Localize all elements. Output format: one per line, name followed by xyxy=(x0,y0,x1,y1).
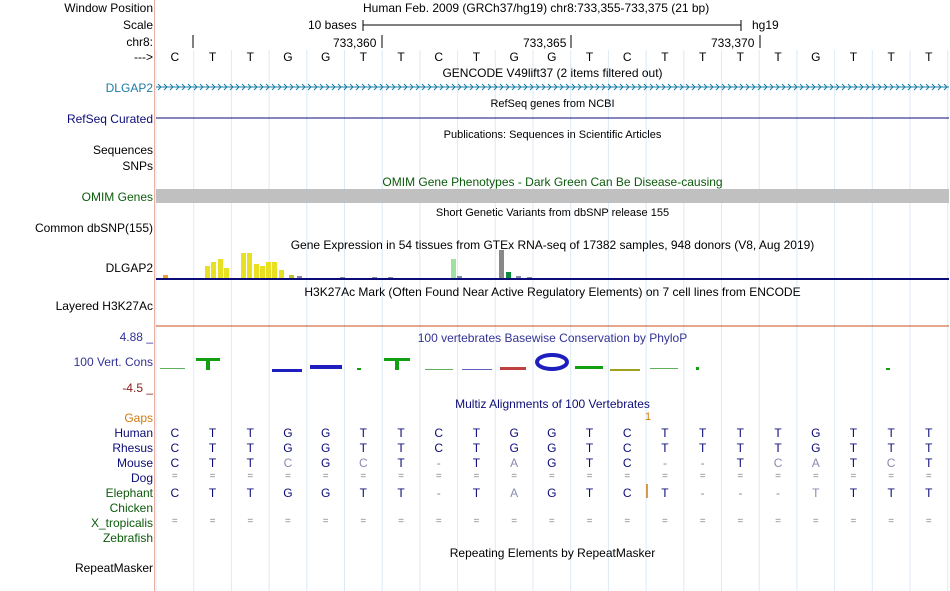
alignment-base: = xyxy=(285,516,291,527)
window-position-label: Window Position xyxy=(64,1,153,15)
phylop-track-label[interactable]: 100 Vert. Cons xyxy=(73,355,153,369)
repeatmasker-track-title[interactable]: Repeating Elements by RepeatMasker xyxy=(449,546,656,560)
phylop-mark xyxy=(272,369,302,372)
alignment-base: T xyxy=(208,456,217,470)
alignment-base: = xyxy=(548,516,555,527)
phylop-mark xyxy=(575,366,603,369)
gtex-bar xyxy=(451,259,456,278)
alignment-base: = xyxy=(699,516,706,527)
alignment-base: T xyxy=(736,456,745,470)
alignment-base: T xyxy=(661,426,669,440)
alignment-base: T xyxy=(585,441,594,455)
alignment-base: T xyxy=(246,456,254,470)
alignment-base: = xyxy=(925,471,932,482)
reference-base: C xyxy=(622,50,632,64)
alignment-base: C xyxy=(886,456,896,470)
gtex-bar xyxy=(254,264,259,278)
ruler-tick-label: 733,370 xyxy=(711,36,755,50)
alignment-base: T xyxy=(812,486,820,500)
gtex-bar xyxy=(205,266,210,278)
gencode-track-label[interactable]: DLGAP2 xyxy=(105,81,153,95)
dbsnp-track-title[interactable]: Short Genetic Variants from dbSNP release 155 xyxy=(435,207,670,219)
alignment-base: = xyxy=(171,471,178,482)
gtex-bar xyxy=(241,253,246,278)
phylop-mark xyxy=(395,358,399,370)
alignment-base: G xyxy=(320,456,331,470)
alignment-base: C xyxy=(170,456,180,470)
gap-count-mark: 1 xyxy=(645,411,652,423)
alignment-base: T xyxy=(849,486,858,500)
alignment-base: = xyxy=(888,516,895,527)
reference-base: G xyxy=(547,50,557,64)
ruler-tick-label: 733,365 xyxy=(523,36,567,50)
alignment-base: = xyxy=(850,516,857,527)
gtex-bar xyxy=(218,259,223,278)
alignment-base: C xyxy=(170,486,180,500)
phylop-mark xyxy=(160,368,185,369)
alignment-base: = xyxy=(662,471,668,482)
alignment-base: T xyxy=(774,426,782,440)
alignment-base: T xyxy=(849,441,858,455)
alignment-base: C xyxy=(170,441,180,455)
alignment-base: T xyxy=(246,441,254,455)
species-label[interactable]: Mouse xyxy=(116,456,153,470)
alignment-base: G xyxy=(320,486,331,500)
alignment-base: G xyxy=(509,441,519,455)
alignment-base: T xyxy=(397,426,405,440)
alignment-base: = xyxy=(473,471,480,482)
alignment-base: C xyxy=(622,456,632,470)
species-label[interactable]: Dog xyxy=(130,471,153,485)
species-label[interactable]: Rhesus xyxy=(112,441,153,455)
phylop-mark xyxy=(500,367,526,370)
phylop-mark xyxy=(425,369,453,370)
alignment-base: - xyxy=(662,456,667,470)
gtex-bar xyxy=(499,250,504,278)
alignment-base: T xyxy=(472,456,481,470)
phylop-mark xyxy=(650,368,678,369)
alignment-base: C xyxy=(434,441,444,455)
alignment-base: C xyxy=(359,456,368,470)
alignment-base: = xyxy=(285,471,291,482)
alignment-base: C xyxy=(283,456,293,470)
alignment-base: G xyxy=(547,441,557,455)
alignment-base: G xyxy=(320,426,331,440)
gtex-bar xyxy=(516,276,521,278)
alignment-base: = xyxy=(586,516,593,527)
refseq-track-label[interactable]: RefSeq Curated xyxy=(66,112,153,126)
alignment-base: = xyxy=(171,516,178,527)
alignment-base: T xyxy=(925,486,933,500)
alignment-base: C xyxy=(622,441,632,455)
species-label[interactable]: Human xyxy=(114,426,153,440)
reference-base: T xyxy=(246,50,254,64)
ruler-tick-label: 733,360 xyxy=(333,36,377,50)
gtex-bar xyxy=(372,277,377,278)
alignment-base: T xyxy=(736,426,745,440)
gtex-track-title[interactable]: Gene Expression in 54 tissues from GTEx RNA-seq of 17382 samples, 948 donors (V8, Aug 2019) xyxy=(290,238,815,252)
alignment-base: A xyxy=(510,456,519,470)
alignment-base: = xyxy=(624,471,631,482)
reference-base: T xyxy=(208,50,217,64)
strand-arrow-label: ---> xyxy=(134,50,153,64)
h3k27ac-track-title[interactable]: H3K27Ac Mark (Often Found Near Active Regulatory Elements) on 7 cell lines from ENCODE xyxy=(304,285,801,299)
alignment-base: = xyxy=(247,516,254,527)
h3k27ac-track-label[interactable]: Layered H3K27Ac xyxy=(55,299,153,313)
alignment-base: = xyxy=(435,516,442,527)
alignment-base: T xyxy=(925,441,933,455)
alignment-base: = xyxy=(360,516,367,527)
gtex-bar xyxy=(247,253,252,278)
reference-base: G xyxy=(283,50,293,64)
alignment-base: = xyxy=(775,471,781,482)
alignment-base: G xyxy=(283,486,293,500)
reference-base: G xyxy=(811,50,821,64)
alignment-base: G xyxy=(811,426,821,440)
reference-base: T xyxy=(774,50,782,64)
refseq-track-title[interactable]: RefSeq genes from NCBI xyxy=(490,98,615,110)
alignment-base: = xyxy=(209,471,216,482)
alignment-base: T xyxy=(585,456,594,470)
reference-base: T xyxy=(925,50,933,64)
alignment-base: = xyxy=(737,471,744,482)
reference-base: G xyxy=(509,50,519,64)
alignment-base: = xyxy=(699,471,706,482)
alignment-base: - xyxy=(776,486,781,500)
phylop-mark xyxy=(206,358,210,370)
gtex-bar xyxy=(506,272,511,278)
alignment-base: T xyxy=(849,426,858,440)
alignment-base: T xyxy=(849,456,858,470)
alignment-base: = xyxy=(548,471,555,482)
repeatmasker-track-label[interactable]: RepeatMasker xyxy=(74,561,153,575)
species-label[interactable]: Zebrafish xyxy=(102,531,153,545)
alignment-base: = xyxy=(435,471,442,482)
reference-base: T xyxy=(887,50,895,64)
reference-base: G xyxy=(320,50,331,64)
alignment-base: T xyxy=(246,426,254,440)
alignment-base: T xyxy=(925,426,933,440)
alignment-base: - xyxy=(700,486,705,500)
reference-base: T xyxy=(397,50,405,64)
alignment-base: T xyxy=(887,441,895,455)
publications-sequences-label[interactable]: Sequences xyxy=(92,143,153,157)
alignment-base: A xyxy=(811,456,820,470)
alignment-base: T xyxy=(472,426,481,440)
gtex-bar xyxy=(340,277,345,278)
gtex-bar xyxy=(289,275,294,278)
alignment-base: = xyxy=(812,516,819,527)
alignment-base: T xyxy=(208,426,217,440)
phylop-mark xyxy=(696,367,699,370)
alignment-base: G xyxy=(320,441,331,455)
alignment-base: = xyxy=(473,516,480,527)
alignment-base: C xyxy=(773,456,783,470)
alignment-base: = xyxy=(925,516,932,527)
alignment-base: = xyxy=(586,471,593,482)
gtex-bar xyxy=(163,275,168,278)
alignment-base: T xyxy=(208,486,217,500)
alignment-base: - xyxy=(436,456,441,470)
phylop-ymin-label: -4.5 _ xyxy=(122,381,153,395)
alignment-base: T xyxy=(585,426,594,440)
gencode-track-title[interactable]: GENCODE V49lift37 (2 items filtered out) xyxy=(442,66,663,80)
chromosome-label: chr8: xyxy=(126,35,153,49)
gtex-track-label[interactable]: DLGAP2 xyxy=(105,261,153,275)
alignment-base: T xyxy=(472,441,481,455)
alignment-base: = xyxy=(511,516,518,527)
alignment-base: = xyxy=(511,471,518,482)
gtex-bar xyxy=(527,277,532,278)
alignment-base: T xyxy=(397,486,405,500)
alignment-base: T xyxy=(887,486,895,500)
alignment-base: G xyxy=(547,426,557,440)
omim-track-label[interactable]: OMIM Genes xyxy=(81,190,153,204)
gtex-bar xyxy=(297,276,302,278)
species-label[interactable]: Chicken xyxy=(109,501,153,515)
alignment-base: T xyxy=(397,441,405,455)
reference-base: C xyxy=(434,50,444,64)
alignment-base: T xyxy=(246,486,254,500)
alignment-base: C xyxy=(170,426,180,440)
alignment-base: T xyxy=(359,441,368,455)
alignment-base: G xyxy=(509,426,519,440)
alignment-base: T xyxy=(698,426,707,440)
alignment-base: G xyxy=(547,486,557,500)
publications-track-title[interactable]: Publications: Sequences in Scientific Articles xyxy=(443,129,662,141)
species-label[interactable]: Elephant xyxy=(105,486,153,500)
alignment-base: - xyxy=(436,486,441,500)
alignment-base: T xyxy=(397,456,405,470)
phylop-mark xyxy=(462,369,492,370)
species-label[interactable]: X_tropicalis xyxy=(90,516,153,530)
dbsnp-track-label[interactable]: Common dbSNP(155) xyxy=(34,221,153,235)
phylop-mark xyxy=(610,369,640,371)
phylop-mark xyxy=(537,355,567,369)
alignment-base: T xyxy=(472,486,481,500)
reference-base: T xyxy=(472,50,481,64)
alignment-base: = xyxy=(850,471,857,482)
alignment-base: = xyxy=(888,471,895,482)
publications-snps-label[interactable]: SNPs xyxy=(122,159,153,173)
alignment-base: = xyxy=(662,516,668,527)
phylop-mark xyxy=(310,365,342,369)
scale-label: Scale xyxy=(122,18,153,32)
reference-base: T xyxy=(849,50,858,64)
phylop-ymax-label: 4.88 _ xyxy=(119,330,153,344)
phylop-mark xyxy=(357,368,361,370)
alignment-base: G xyxy=(547,456,557,470)
alignment-base: = xyxy=(624,516,631,527)
alignment-base: T xyxy=(736,441,745,455)
gtex-bar xyxy=(266,262,271,278)
assembly-position[interactable]: Human Feb. 2009 (GRCh37/hg19) chr8:733,355-733,375 (21 bp) xyxy=(363,1,710,15)
alignment-base: T xyxy=(359,426,368,440)
reference-base: C xyxy=(170,50,180,64)
alignment-base: = xyxy=(322,516,329,527)
alignment-base: = xyxy=(398,471,404,482)
phylop-mark xyxy=(886,368,890,370)
alignment-base: T xyxy=(698,441,707,455)
alignment-base: = xyxy=(398,516,404,527)
scale-db-text: hg19 xyxy=(752,18,779,32)
reference-base: T xyxy=(661,50,669,64)
alignment-base: = xyxy=(737,516,744,527)
reference-base: T xyxy=(359,50,368,64)
alignment-base: C xyxy=(622,426,632,440)
gtex-bar xyxy=(388,277,393,278)
alignment-base: = xyxy=(209,516,216,527)
alignment-base: T xyxy=(774,441,782,455)
gtex-bar xyxy=(457,276,462,278)
gtex-bar xyxy=(211,262,216,278)
alignment-base: T xyxy=(661,486,669,500)
gtex-bar xyxy=(260,266,265,278)
alignment-base: C xyxy=(434,426,444,440)
alignment-base: = xyxy=(322,471,329,482)
alignment-base: G xyxy=(811,441,821,455)
alignment-base: = xyxy=(775,516,781,527)
reference-base: T xyxy=(736,50,745,64)
alignment-base: T xyxy=(925,456,933,470)
phylop-track-title[interactable]: 100 vertebrates Basewise Conservation by PhyloP xyxy=(417,331,688,345)
alignment-base: - xyxy=(738,486,743,500)
alignment-base: T xyxy=(661,441,669,455)
alignment-base: G xyxy=(283,441,293,455)
alignment-base: A xyxy=(510,486,519,500)
gtex-bar xyxy=(224,268,229,278)
multiz-track-title[interactable]: Multiz Alignments of 100 Vertebrates xyxy=(455,397,650,411)
gtex-bar xyxy=(279,270,284,278)
gtex-bar xyxy=(272,262,277,278)
omim-track-title[interactable]: OMIM Gene Phenotypes - Dark Green Can Be Disease-causing xyxy=(382,175,723,189)
alignment-base: = xyxy=(812,471,819,482)
scale-bases-text: 10 bases xyxy=(308,18,357,32)
reference-base: T xyxy=(698,50,707,64)
alignment-base: = xyxy=(360,471,367,482)
reference-base: T xyxy=(585,50,594,64)
gaps-label[interactable]: Gaps xyxy=(124,411,153,425)
alignment-base: T xyxy=(887,426,895,440)
alignment-base: T xyxy=(585,486,594,500)
alignment-base: T xyxy=(359,486,368,500)
omim-bar xyxy=(156,189,949,203)
alignment-base: T xyxy=(208,441,217,455)
alignment-base: C xyxy=(622,486,632,500)
alignment-base: - xyxy=(700,456,705,470)
alignment-base: = xyxy=(247,471,254,482)
alignment-base: G xyxy=(283,426,293,440)
